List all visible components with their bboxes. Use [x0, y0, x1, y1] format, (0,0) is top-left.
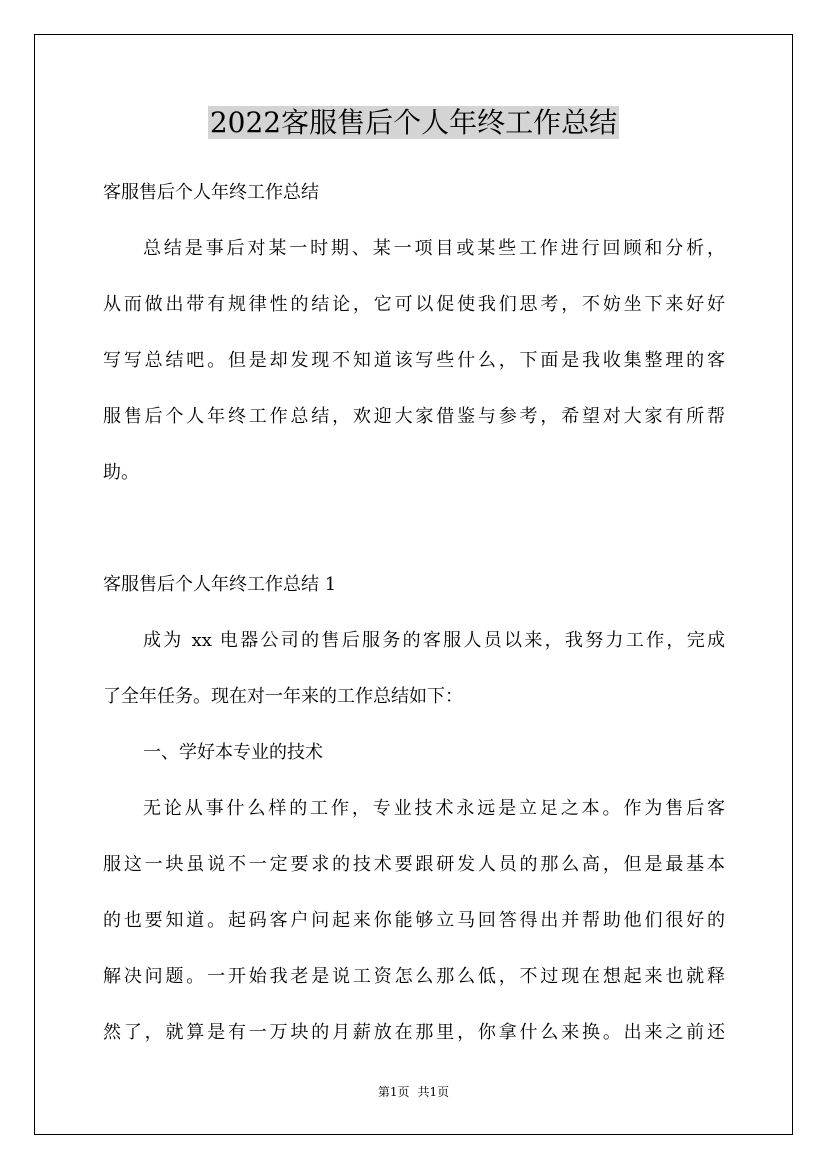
intro-line: 服售后个人年终工作总结，欢迎大家借鉴与参考，希望对大家有所帮 [103, 406, 725, 427]
intro-line: 助。 [103, 462, 139, 483]
paragraph-line: 解决问题。一开始我老是说工资怎么那么低，不过现在想起来也就释 [103, 966, 725, 987]
page-number: 第1页 [377, 1085, 410, 1099]
intro-line: 从而做出带有规律性的结论，它可以促使我们思考，不妨坐下来好好 [103, 294, 725, 315]
subtitle: 客服售后个人年终工作总结 [103, 182, 319, 203]
document-title: 2022客服售后个人年终工作总结 [209, 106, 618, 139]
document-body [103, 165, 725, 1061]
page-total: 共1页 [417, 1085, 450, 1099]
paragraph-line: 服这一块虽说不一定要求的技术要跟研发人员的那么高，但是最基本 [103, 854, 725, 875]
sub-heading: 一、学好本专业的技术 [143, 742, 323, 763]
section-heading: 客服售后个人年终工作总结 1 [103, 574, 337, 595]
paragraph-line: 的也要知道。起码客户问起来你能够立马回答得出并帮助他们很好的 [103, 910, 725, 931]
paragraph-line: 了全年任务。现在对一年来的工作总结如下： [103, 686, 463, 707]
paragraph-line: 然了，就算是有一万块的月薪放在那里，你拿什么来换。出来之前还 [103, 1022, 725, 1043]
paragraph-line: 无论从事什么样的工作，专业技术永远是立足之本。作为售后客 [143, 798, 725, 819]
page-footer [0, 1082, 827, 1102]
blank-line [103, 501, 725, 557]
paragraph-line: 成为 xx 电器公司的售后服务的客服人员以来，我努力工作，完成 [143, 630, 725, 651]
intro-line: 总结是事后对某一时期、某一项目或某些工作进行回顾和分析， [143, 238, 725, 259]
intro-line: 写写总结吧。但是却发现不知道该写些什么，下面是我收集整理的客 [103, 350, 725, 371]
